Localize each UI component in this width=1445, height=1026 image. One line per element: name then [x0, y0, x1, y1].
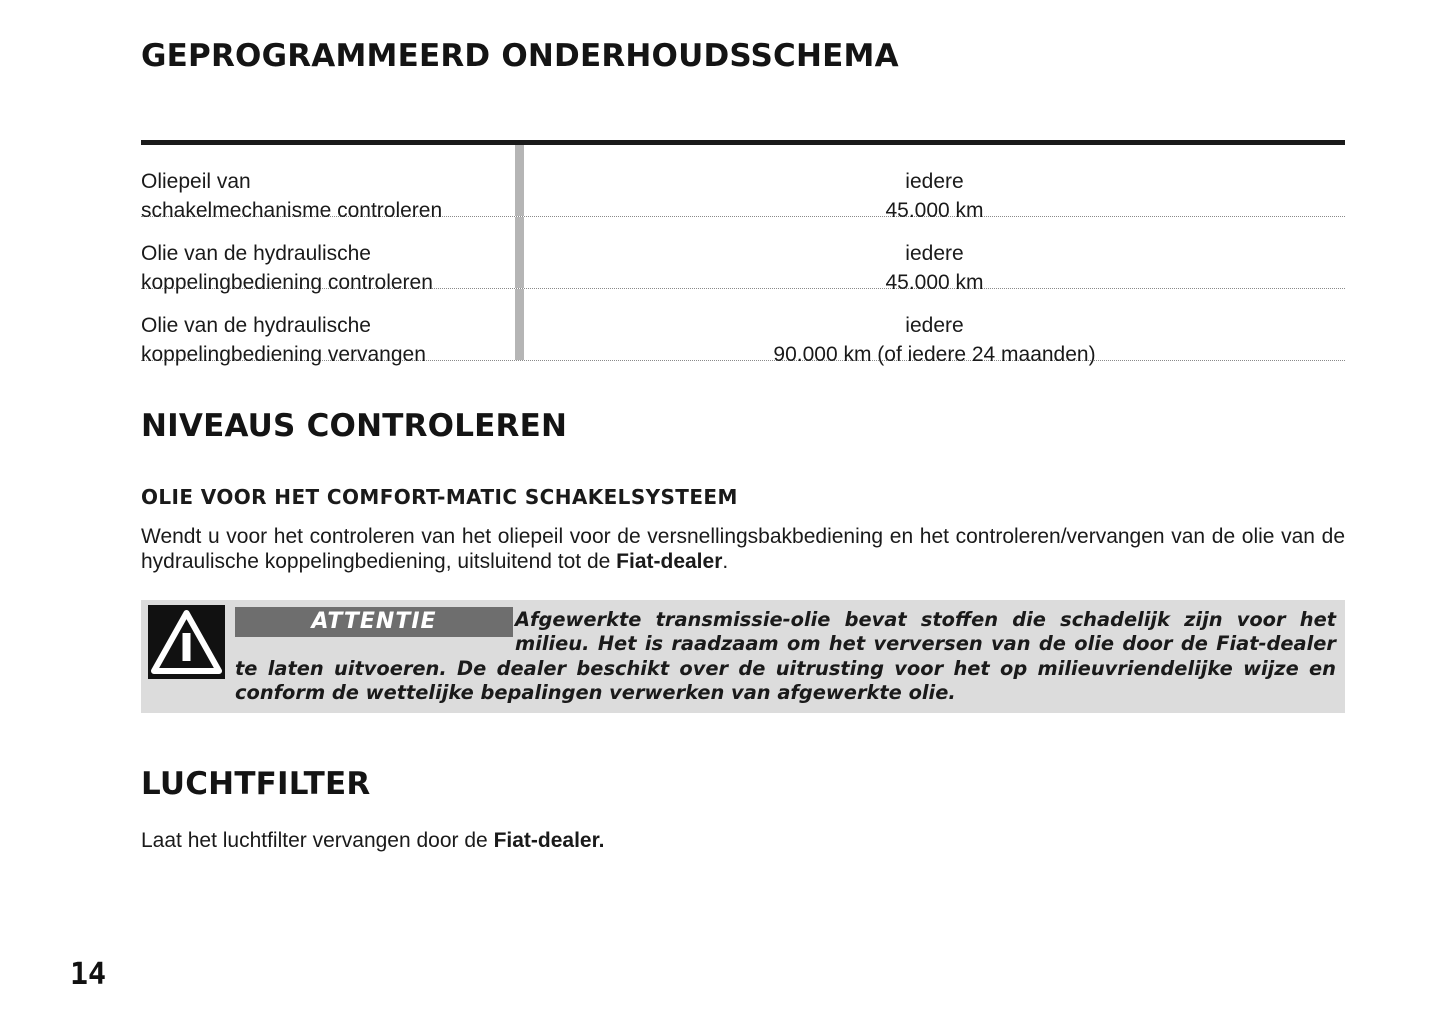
column-divider: [515, 145, 524, 216]
air-filter-paragraph: [141, 828, 1345, 853]
interval-text: iedere: [905, 314, 964, 337]
interval-cell: [524, 145, 1345, 222]
task-text: Olie van de hydraulische: [141, 242, 371, 265]
table-row: [141, 145, 1345, 222]
task-text: koppelingbediening controleren: [141, 271, 433, 294]
column-divider: [515, 289, 524, 360]
maintenance-schedule-table: [141, 140, 1345, 366]
oil-paragraph: [141, 524, 1345, 574]
warning-text-content: Afgewerkte transmissie-olie bevat stoffen die schadelijk zijn voor het milieu. Het is raadzaam om het verversen van de olie door de Fiat-dealer te laten uitvoeren. De dealer beschikt over de uitrusting voor het op milieuvriendelijke wijze en conform de wettelijke bepalingen verwerken van afgewerkte olie.: [235, 608, 1336, 704]
task-text: Olie van de hydraulische: [141, 314, 371, 337]
interval-text: iedere: [905, 242, 964, 265]
task-cell: [141, 217, 515, 294]
table-row: [141, 289, 1345, 366]
task-text: schakelmechanisme controleren: [141, 199, 443, 222]
task-text: koppelingbediening vervangen: [141, 343, 426, 366]
task-cell: [141, 145, 515, 222]
table-row: [141, 217, 1345, 294]
interval-cell: [524, 289, 1345, 366]
paragraph-text: Laat het luchtfilter vervangen door de: [141, 829, 494, 852]
page-title: GEPROGRAMMEERD ONDERHOUDSSCHEMA: [141, 38, 899, 74]
task-text: Oliepeil van: [141, 170, 251, 193]
paragraph-text: Wendt u voor het controleren van het oliepeil voor de versnellingsbakbediening en het controleren/vervangen van de olie van de hydraulische koppelingbediening, uitsluitend tot de: [141, 525, 1345, 573]
interval-text: 45.000 km: [885, 271, 984, 294]
section-heading-niveaus: NIVEAUS CONTROLEREN: [141, 408, 568, 444]
page-number: 14: [70, 957, 107, 992]
dealer-emphasis: Fiat-dealer.: [493, 829, 605, 852]
warning-box: [141, 600, 1345, 713]
warning-text: [235, 608, 1336, 705]
subsection-heading: OLIE VOOR HET COMFORT-MATIC SCHAKELSYSTEEM: [141, 485, 738, 509]
paragraph-text: .: [722, 550, 729, 573]
task-cell: [141, 289, 515, 366]
interval-text: 45.000 km: [885, 199, 984, 222]
column-divider: [515, 217, 524, 288]
dealer-emphasis: Fiat-dealer: [616, 550, 723, 573]
interval-text: 90.000 km (of iedere 24 maanden): [773, 343, 1096, 366]
warning-label: ATTENTIE: [235, 607, 513, 637]
interval-cell: [524, 217, 1345, 294]
warning-triangle-icon: [148, 605, 225, 679]
section-heading-luchtfilter: LUCHTFILTER: [141, 766, 371, 802]
interval-text: iedere: [905, 170, 964, 193]
